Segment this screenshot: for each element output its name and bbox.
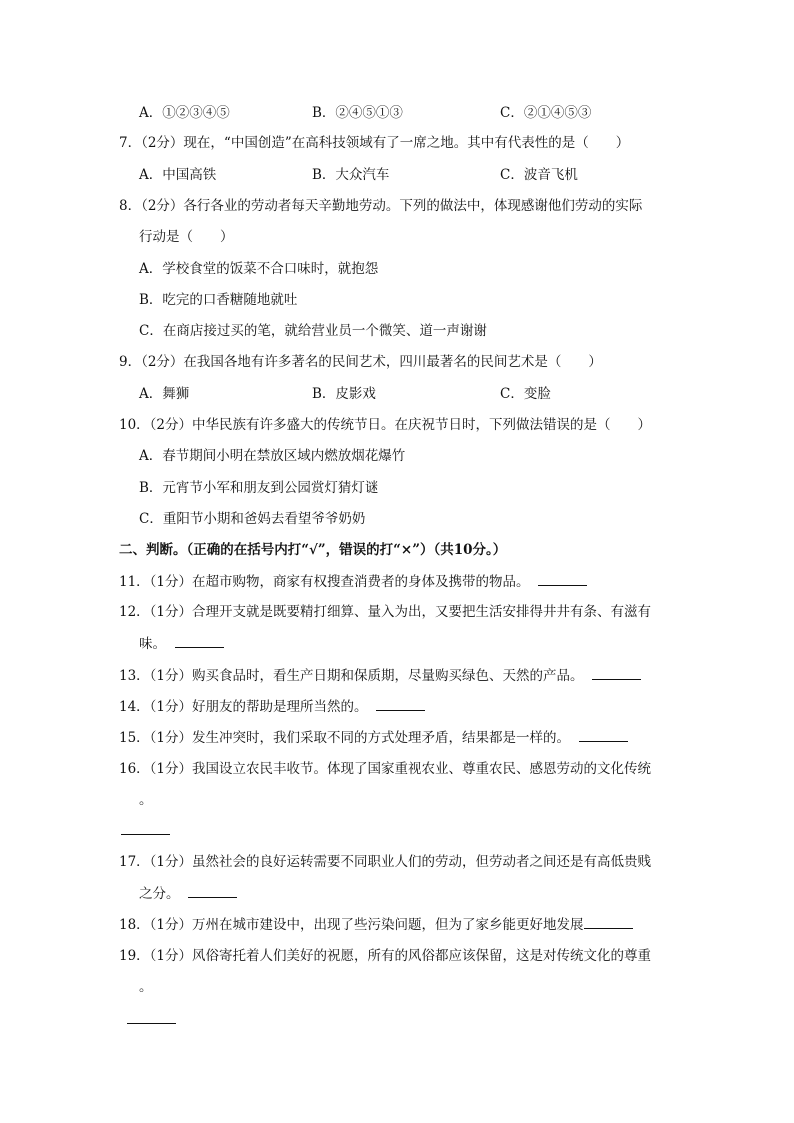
q10-stem: 10．（2分）中华民族有许多盛大的传统节日。在庆祝节日时，下列做法错误的是（ ） (119, 417, 652, 433)
section-heading-judgement: 二、判断。（正确的在括号内打“√”，错误的打“×”）（共10分。） (119, 542, 507, 558)
q16-line2: 。 (139, 792, 153, 808)
q16-answer-blank[interactable] (121, 833, 170, 835)
q8-stem-line1: 8．（2分）各行各业的劳动者每天辛勤地劳动。下列的做法中，体现感谢他们劳动的实际 (119, 198, 643, 214)
q8-option-b: B．吃完的口香糖随地就吐 (139, 292, 298, 308)
q18-text: 18．（1分）万州在城市建设中，出现了些污染问题，但为了家乡能更好地发展 (119, 917, 584, 933)
q9-option-a: A．舞狮 (139, 386, 190, 402)
q7-option-c: C．波音飞机 (500, 167, 578, 183)
q19-line2: 。 (139, 979, 153, 995)
q18-statement (119, 915, 633, 934)
q9-option-b: B．皮影戏 (312, 386, 376, 402)
q7-option-a: A．中国高铁 (139, 167, 217, 183)
q6-option-c: C．②①④⑤③ (500, 105, 592, 121)
q11-text: 11．（1分）在超市购物，商家有权搜查消费者的身体及携带的物品。 (119, 574, 530, 590)
q19-line1: 19．（1分）风俗寄托着人们美好的祝愿，所有的风俗都应该保留，这是对传统文化的尊重 (119, 948, 652, 964)
q17-text-end: 之分。 (139, 886, 180, 902)
q12-text-end: 味。 (139, 636, 166, 652)
q8-option-c: C．在商店接过买的笔，就给营业员一个微笑、道一声谢谢 (139, 323, 487, 339)
q14-statement (119, 697, 425, 716)
q17-line1: 17．（1分）虽然社会的良好运转需要不同职业人们的劳动，但劳动者之间还是有高低贵贱 (119, 854, 652, 870)
q16-line1: 16．（1分）我国设立农民丰收节。体现了国家重视农业、尊重农民、感恩劳动的文化传统 (119, 761, 652, 777)
q6-option-a: A．①②③④⑤ (139, 105, 230, 121)
q9-stem: 9．（2分）在我国各地有许多著名的民间艺术，四川最著名的民间艺术是（ ） (119, 354, 602, 370)
q12-answer-blank[interactable] (175, 634, 224, 648)
q15-text: 15．（1分）发生冲突时，我们采取不同的方式处理矛盾，结果都是一样的。 (119, 730, 571, 746)
q7-stem: 7．（2分）现在，“中国创造”在高科技领域有了一席之地。其中有代表性的是（ ） (119, 135, 630, 151)
q9-option-c: C．变脸 (500, 386, 551, 402)
q17-answer-blank[interactable] (188, 884, 237, 898)
q7-option-b: B．大众汽车 (312, 167, 390, 183)
q10-option-a: A．春节期间小明在禁放区域内燃放烟花爆竹 (139, 448, 406, 464)
q10-option-b: B．元宵节小军和朋友到公园赏灯猜灯谜 (139, 480, 379, 496)
q11-statement (119, 572, 587, 591)
q12-line1: 12．（1分）合理开支就是既要精打细算、量入为出，又要把生活安排得井井有条、有滋有 (119, 604, 652, 620)
q14-text: 14．（1分）好朋友的帮助是理所当然的。 (119, 699, 368, 715)
q12-line2 (139, 634, 224, 653)
q11-answer-blank[interactable] (538, 572, 587, 586)
q18-answer-blank[interactable] (584, 915, 633, 929)
q17-line2 (139, 884, 237, 903)
q14-answer-blank[interactable] (376, 697, 425, 711)
q10-option-c: C．重阳节小期和爸妈去看望爷爷奶奶 (139, 511, 366, 527)
q8-option-a: A．学校食堂的饭菜不合口味时，就抱怨 (139, 261, 379, 277)
q13-text: 13．（1分）购买食品时，看生产日期和保质期，尽量购买绿色、天然的产品。 (119, 668, 584, 684)
q15-answer-blank[interactable] (579, 728, 628, 742)
q13-statement (119, 666, 641, 685)
q13-answer-blank[interactable] (592, 666, 641, 680)
q8-stem-line2: 行动是（ ） (139, 229, 234, 245)
q19-answer-blank[interactable] (127, 1022, 176, 1024)
q6-option-b: B．②④⑤①③ (312, 105, 403, 121)
q15-statement (119, 728, 628, 747)
